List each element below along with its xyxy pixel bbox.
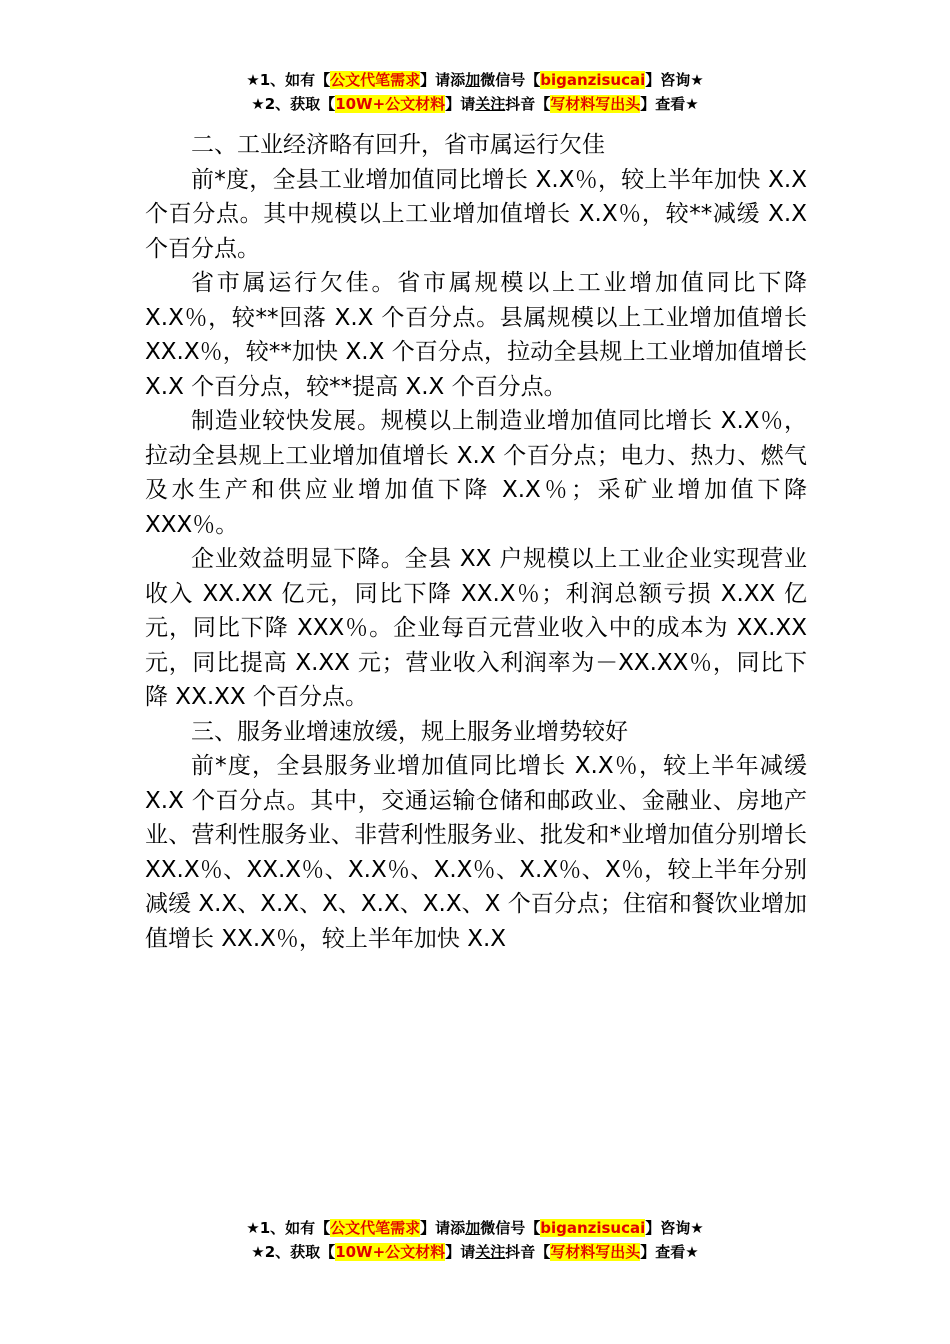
highlight-wechat-id: biganzisucai (540, 71, 646, 89)
highlight-service: 公文代笔需求 (330, 1219, 421, 1237)
banner-line-1 (0, 1216, 950, 1240)
banner-text-underlined: 关注 (475, 95, 506, 113)
paragraph: 企业效益明显下降。全县 XX 户规模以上工业企业实现营业收入 XX.XX 亿元，同比下降 XX.X％；利润总额亏损 X.XX 亿元，同比下降 XXX％。企业每百元营业收入中的成本为 XX.XX 元，同比提高 X.XX 元；营业收入利润率为－XX.XX％，同比下降 XX.XX 个百分点。 (145, 546, 807, 710)
highlight-wechat-id: biganzisucai (540, 1219, 646, 1237)
document-body (145, 128, 807, 956)
bottom-banner (0, 1216, 950, 1264)
highlight-materials: 10W+公文材料 (335, 1243, 446, 1261)
paragraph: 前*度，全县工业增加值同比增长 X.X％，较上半年加快 X.X 个百分点。其中规模以上工业增加值增长 X.X％，较**减缓 X.X 个百分点。 (145, 166, 807, 262)
paragraph: 前*度，全县服务业增加值同比增长 X.X％，较上半年减缓 X.X 个百分点。其中，交通运输仓储和邮政业、金融业、房地产业、营利性服务业、非营利性服务业、批发和*业增加值分别增长 XX.X％、XX.X％、X.X％、X.X％、X.X％、X％，较上半年分别减缓 X.X、X.X、X、X.X、X.X、X 个百分点；住宿和餐饮业增加值增长 XX.X％，较上半年加快 X.X (145, 753, 807, 952)
banner-line-2 (0, 1240, 950, 1264)
highlight-douyin: 写材料写出头 (550, 95, 641, 113)
top-banner (0, 68, 950, 116)
section-heading-services: 三、服务业增速放缓，规上服务业增势较好 (191, 718, 628, 745)
section-heading-industry: 二、工业经济略有回升，省市属运行欠佳 (191, 132, 605, 158)
paragraph: 省市属运行欠佳。省市属规模以上工业增加值同比下降 X.X％，较**回落 X.X 个百分点。县属规模以上工业增加值增长 XX.X％，较**加快 X.X 个百分点，拉动全县规上工业增加值增长 X.X 个百分点，较**提高 X.X 个百分点。 (145, 270, 807, 400)
banner-text: 抖音【 (505, 95, 551, 113)
banner-text: ★1、如有【 (246, 1219, 331, 1237)
banner-text: 】请添 (420, 1219, 466, 1237)
banner-text-underlined: 关注 (475, 1243, 506, 1261)
banner-text: ★2、获取【 (251, 1243, 336, 1261)
banner-text: 】查看★ (640, 1243, 699, 1261)
banner-text: 】请 (445, 1243, 476, 1261)
banner-text: 】请添 (420, 71, 466, 89)
banner-text: 】咨询★ (645, 1219, 704, 1237)
banner-text: 】咨询★ (645, 71, 704, 89)
banner-text: ★1、如有【 (246, 71, 331, 89)
paragraph: 制造业较快发展。规模以上制造业增加值同比增长 X.X％，拉动全县规上工业增加值增长 X.X 个百分点；电力、热力、燃气及水生产和供应业增加值下降 X.X％；采矿业增加值下降 XXX％。 (145, 408, 807, 538)
banner-text: ★2、获取【 (251, 95, 336, 113)
highlight-service: 公文代笔需求 (330, 71, 421, 89)
banner-text: 】请 (445, 95, 476, 113)
banner-text-underlined: 加 (465, 1219, 481, 1237)
banner-text: 微信号【 (480, 1219, 541, 1237)
banner-text: 抖音【 (505, 1243, 551, 1261)
banner-text: 微信号【 (480, 71, 541, 89)
banner-line-2 (0, 92, 950, 116)
banner-line-1 (0, 68, 950, 92)
banner-text-underlined: 加 (465, 71, 481, 89)
banner-text: 】查看★ (640, 95, 699, 113)
highlight-douyin: 写材料写出头 (550, 1243, 641, 1261)
highlight-materials: 10W+公文材料 (335, 95, 446, 113)
